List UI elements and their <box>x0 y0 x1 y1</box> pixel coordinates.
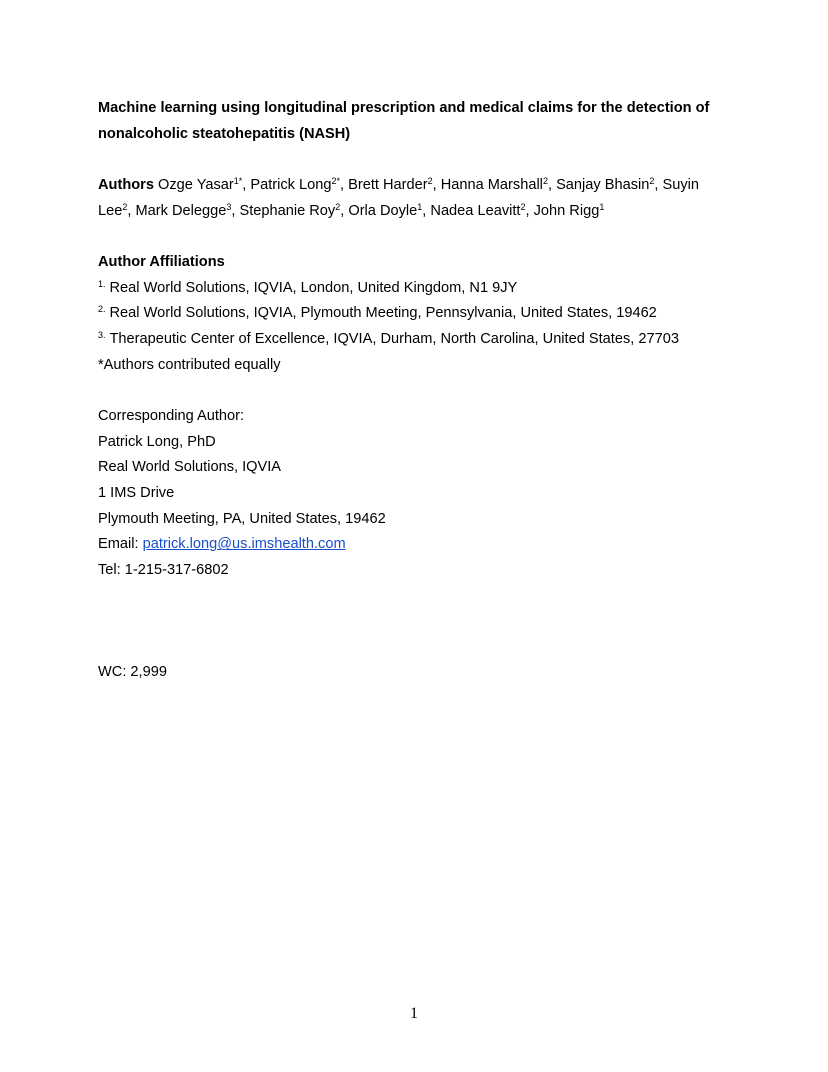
author-name: John Rigg <box>533 202 600 219</box>
corresponding-email-line <box>98 532 738 558</box>
affiliation-item <box>98 276 738 302</box>
affiliation-number: 3. <box>98 330 106 341</box>
title-line-2: nonalcoholic steatohepatitis (NASH) <box>98 125 351 142</box>
authors-line-2: Lee$^2$, Mark Delegge$^3$, Stephanie Roy$^2$, Orla Doyle$^1$, Nadea Leavitt$^2$, John Rigg$^1$ <box>98 201 605 219</box>
affiliation-text: Real World Solutions, IQVIA, Plymouth Meeting, Pennsylvania, United States, 19462 <box>109 305 657 322</box>
author-affiliation-marker: 2 <box>427 176 433 186</box>
affiliation-item <box>98 301 738 327</box>
corresponding-name: Patrick Long, PhD <box>98 433 216 450</box>
author-name: Nadea Leavitt <box>430 202 521 219</box>
equal-contribution-note: *Authors contributed equally <box>98 356 281 373</box>
email-link[interactable]: patrick.long@us.imshealth.com <box>142 536 346 553</box>
author-affiliation-marker: 2 <box>520 201 526 212</box>
author-name: Patrick Long <box>250 177 332 193</box>
page-number: 1 <box>410 1005 418 1022</box>
author-name: Sanjay Bhasin <box>556 177 650 193</box>
author-affiliation-marker: 2 <box>542 176 548 186</box>
author-affiliation-marker: 2* <box>331 176 340 186</box>
affiliations-heading: Author Affiliations <box>98 254 225 270</box>
affiliation-item <box>98 327 738 353</box>
author-affiliation-marker: 2 <box>649 176 655 186</box>
author-name: Hanna Marshall <box>440 177 543 193</box>
word-count: WC: 2,999 <box>98 664 167 680</box>
title-line-1: Machine learning using longitudinal prescription and medical claims for the detection of <box>98 100 710 116</box>
email-label: Email: <box>98 536 143 553</box>
authors-label: Authors <box>98 177 154 193</box>
author-name: Orla Doyle <box>348 202 418 219</box>
affiliation-text: Therapeutic Center of Excellence, IQVIA, Durham, North Carolina, United States, 27703 <box>109 331 679 348</box>
author-name: Lee <box>98 202 123 219</box>
corresponding-author-block <box>98 404 738 584</box>
author-name: Mark Delegge <box>135 202 227 219</box>
corresponding-street: 1 IMS Drive <box>98 485 175 502</box>
author-name: Stephanie Roy <box>239 202 336 219</box>
author-list-line-1: Ozge Yasar$^{1*}$, Patrick Long$^{2*}$, Brett Harder$^2$, Hanna Marshall$^2$, Sanjay Bhasin$^2$, Suyin <box>158 176 700 193</box>
author-affiliation-marker: 3 <box>226 201 232 212</box>
corresponding-telephone: Tel: 1-215-317-6802 <box>98 562 229 579</box>
author-affiliation-marker: 1 <box>599 201 605 212</box>
author-affiliation-marker: 2 <box>122 201 128 212</box>
affiliations-block <box>98 250 738 378</box>
affiliation-number: 2. <box>98 304 106 315</box>
author-name: Suyin <box>662 177 700 193</box>
author-affiliation-marker: 2 <box>335 201 341 212</box>
paper-title <box>98 96 738 147</box>
affiliation-number: 1. <box>98 278 106 289</box>
corresponding-organization: Real World Solutions, IQVIA <box>98 459 282 476</box>
affiliation-text: Real World Solutions, IQVIA, London, United Kingdom, N1 9JY <box>109 279 518 296</box>
authors-block <box>98 173 738 224</box>
corresponding-label: Corresponding Author: <box>98 408 245 424</box>
corresponding-city: Plymouth Meeting, PA, United States, 19462 <box>98 510 386 527</box>
author-name: Brett Harder <box>348 177 428 193</box>
author-name: Ozge Yasar <box>158 177 234 193</box>
author-affiliation-marker: 1 <box>417 201 423 212</box>
author-affiliation-marker: 1* <box>233 176 243 186</box>
authors-line-1 <box>98 173 738 199</box>
